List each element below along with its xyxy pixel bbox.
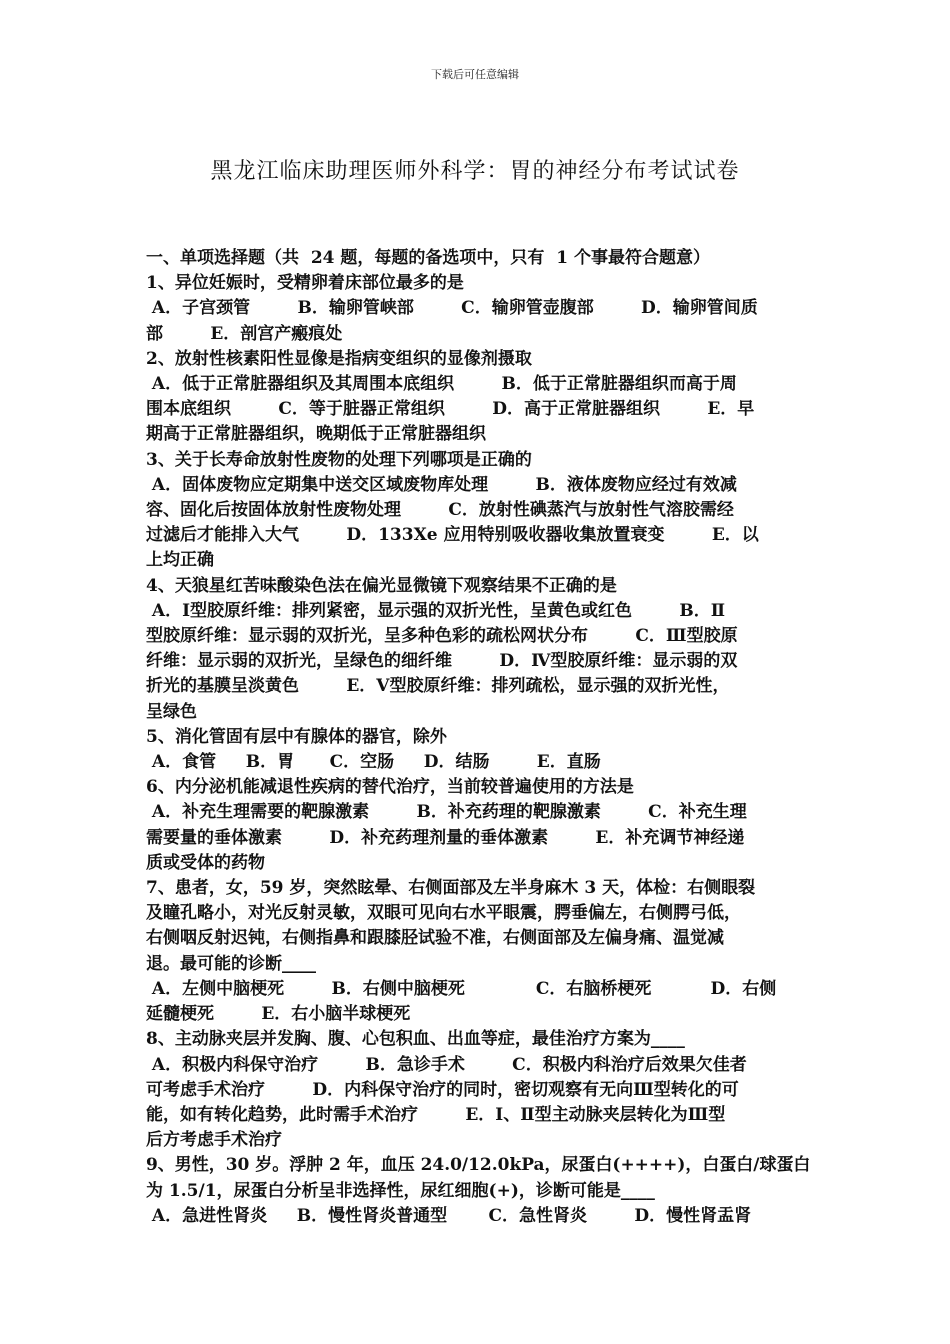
text-line: 后方考虑手术治疗 [146,1130,282,1151]
text-line: 及瞳孔略小，对光反射灵敏，双眼可见向右水平眼震，腭垂偏左，右侧腭弓低， [146,903,741,924]
text-line: A．急进性肾炎 B．慢性肾炎普通型 C．急性肾炎 D．慢性肾盂肾 [146,1205,752,1226]
text-line: 7、患者，女，59 岁，突然眩晕、右侧面部及左半身麻木 3 天，体检：右侧眼裂 [146,878,756,899]
text-line: 8、主动脉夹层并发胸、腹、心包积血、出血等症，最佳治疗方案为____ [146,1029,685,1050]
text-line: A．积极内科保守治疗 B．急诊手术 C．积极内科治疗后效果欠佳者 [146,1054,747,1075]
text-line: 纤维：显示弱的双折光，呈绿色的细纤维 D．Ⅳ型胶原纤维：显示弱的双 [146,651,738,672]
text-line: 能，如有转化趋势，此时需手术治疗 E．Ⅰ、Ⅱ型主动脉夹层转化为Ⅲ型 [146,1104,726,1125]
text-line: 延髓梗死 E．右小脑半球梗死 [146,1004,411,1025]
text-line: 为 1.5/1，尿蛋白分析呈非选择性，尿红细胞(+)，诊断可能是____ [146,1180,655,1201]
text-line: 需要量的垂体激素 D．补充药理剂量的垂体激素 E．补充调节神经递 [146,827,745,848]
text-line: 质或受体的药物 [146,852,265,873]
text-line: 容、固化后按固体放射性废物处理 C．放射性碘蒸汽与放射性气溶胶需经 [146,500,734,521]
text-line: 9、男性，30 岁。浮肿 2 年，血压 24.0/12.0kPa，尿蛋白(++++)，白蛋白/球蛋白 [146,1155,811,1176]
text-line: A．子宫颈管 B．输卵管峡部 C．输卵管壶腹部 D．输卵管间质 [146,298,758,319]
text-line: 退。最可能的诊断____ [146,953,316,974]
text-line: 过滤后才能排入大气 D．133Xe 应用特别吸收器收集放置衰变 E．以 [146,525,759,546]
text-line: 5、消化管固有层中有腺体的器官，除外 [146,726,447,747]
text-line: 上均正确 [146,550,214,571]
text-line: A．Ⅰ型胶原纤维：排列紧密，显示强的双折光性，呈黄色或红色 B．Ⅱ [146,600,726,621]
text-line: 6、内分泌机能减退性疾病的替代治疗，当前较普遍使用的方法是 [146,777,634,798]
text-line: 围本底组织 C．等于脏器正常组织 D．高于正常脏器组织 E．早 [146,399,755,420]
exam-body [146,246,810,1229]
text-line: A．补充生理需要的靶腺激素 B．补充药理的靶腺激素 C．补充生理 [146,802,747,823]
text-line: 折光的基膜呈淡黄色 E．Ⅴ型胶原纤维：排列疏松，显示强的双折光性， [146,676,730,697]
text-line: 3、关于长寿命放射性废物的处理下列哪项是正确的 [146,449,532,470]
text-line: A．低于正常脏器组织及其周围本底组织 B．低于正常脏器组织而高于周 [146,374,737,395]
text-line: 呈绿色 [146,701,197,722]
text-line: 部 E．剖宫产瘢痕处 [146,323,343,344]
text-line: 4、天狼星红苦味酸染色法在偏光显微镜下观察结果不正确的是 [146,575,617,596]
text-line: 1、异位妊娠时，受精卵着床部位最多的是 [146,273,464,294]
header-note: 下载后可任意编辑 [431,68,519,81]
text-line: 2、放射性核素阳性显像是指病变组织的显像剂摄取 [146,348,532,369]
section-heading: 一、单项选择题（共 24 题，每题的备选项中，只有 1 个事最符合题意） [146,248,710,268]
text-line: A．固体废物应定期集中送交区域废物库处理 B．液体废物应经过有效减 [146,474,737,495]
text-line: A．左侧中脑梗死 B．右侧中脑梗死 C．右脑桥梗死 D．右侧 [146,978,777,999]
text-line: A．食管 B．胃 C．空肠 D．结肠 E．直肠 [146,752,601,773]
text-line: 右侧咽反射迟钝，右侧指鼻和跟膝胫试验不准，右侧面部及左偏身痛、温觉减 [146,928,724,949]
text-line: 期高于正常脏器组织，晚期低于正常脏器组织 [146,424,486,445]
document-title: 黑龙江临床助理医师外科学：胃的神经分布考试试卷 [210,159,740,184]
text-line: 型胶原纤维：显示弱的双折光，呈多种色彩的疏松网状分布 C．Ⅲ型胶原 [146,626,738,647]
text-line: 可考虑手术治疗 D．内科保守治疗的同时，密切观察有无向Ⅲ型转化的可 [146,1079,739,1100]
